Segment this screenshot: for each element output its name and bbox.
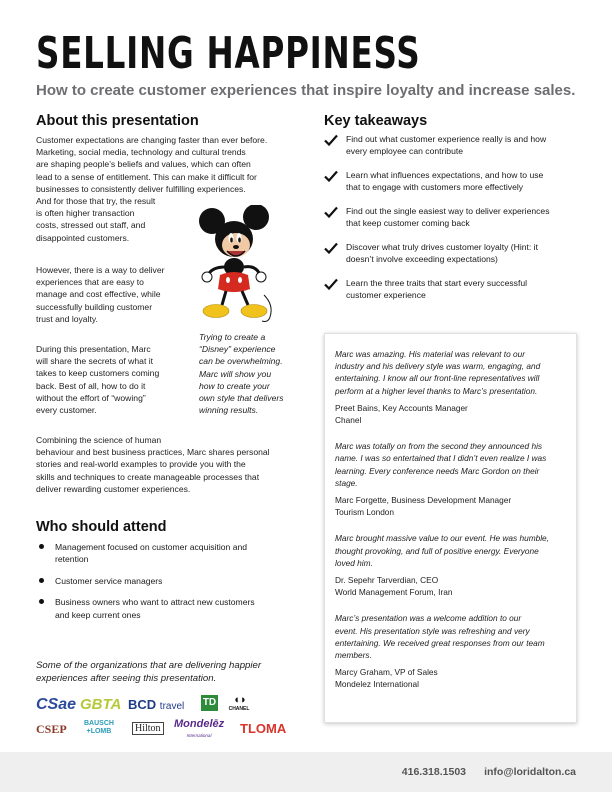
checkmark-icon <box>324 278 338 290</box>
testimonial-quote: Marc’s presentation was a welcome addition to our event. His presentation style was refreshing and very entertaining. We received great responses from our team members. <box>335 613 545 661</box>
testimonial-author: Dr. Sepehr Tarverdian, CEO World Management Forum, Iran <box>335 575 453 598</box>
about-paragraph-2: However, there is a way to deliver experiences that are easy to manage and cost effective, while successfully building customer trust and loyalty. <box>36 265 165 324</box>
who-should-attend-list <box>36 541 286 630</box>
logo-bcd: BCD travel <box>128 697 185 712</box>
bullet-icon <box>39 578 44 583</box>
testimonial-quote: Marc was amazing. His material was relevant to our industry and his delivery style was warm, engaging, and entertaining. I know all our front-line representatives will perform at a higher level thanks to Marc’s presentation. <box>335 349 541 396</box>
testimonial-author: Marcy Graham, VP of Sales Mondelez International <box>335 667 438 690</box>
logo-tloma: TLOMA <box>240 721 287 736</box>
logo-gbta: GBTA <box>80 696 122 713</box>
key-takeaways-heading: Key takeaways <box>324 113 428 129</box>
list-item: Learn what influences expectations, and how to use that to engage with customers more effectively <box>324 169 584 193</box>
client-logos <box>36 692 296 742</box>
testimonials-box <box>324 333 577 723</box>
checkmark-icon <box>324 170 338 182</box>
testimonial <box>335 532 565 598</box>
mickey-caption: Trying to create a “Disney” experience can be overwhelming. Marc will show you how to create your own style that delivers winning results. <box>199 332 284 416</box>
testimonial-quote: Marc brought massive value to our event. He was humble, thought provoking, and full of positive energy. Everyone loved him. <box>335 533 549 568</box>
checkmark-icon <box>324 242 338 254</box>
logo-chanel: ◐◑ CHANEL <box>226 694 252 712</box>
list-item: Learn the three traits that start every successful customer experience <box>324 277 584 301</box>
testimonial <box>335 440 565 518</box>
list-item: Customer service managers <box>36 575 286 587</box>
list-item: Management focused on customer acquisition and retention <box>36 541 286 566</box>
logo-bausch-lomb: BAUSCH +LOMB <box>84 720 114 735</box>
about-paragraph-4: Combining the science of human behaviour and best business practices, Marc shares personal stories and real-world examples to provide you with the skills and techniques to create manageable processes that deliver rewarding customer experiences. <box>36 435 270 494</box>
about-paragraph-1: Customer expectations are changing faster than ever before. Marketing, social media, technology and cultural trends are shaping people’s beliefs and values, which can often lead to a sense of entitlement. This can make it difficult for businesses to consistently deliver fulfilling experiences. And for those that try, the result is often higher transaction costs, stressed out staff, and disappointed customers. <box>36 135 268 243</box>
chanel-cc-icon: ◐◑ <box>234 694 244 706</box>
footer-email[interactable]: info@loridalton.ca <box>484 766 576 778</box>
mickey-illustration <box>198 205 284 325</box>
logo-csae: CSae <box>36 696 77 713</box>
testimonial-author: Preet Bains, Key Accounts Manager Chanel <box>335 402 468 426</box>
testimonial <box>335 612 565 690</box>
logo-td: TD <box>201 695 218 711</box>
testimonial <box>335 348 565 426</box>
logo-hilton: Hilton <box>132 722 164 735</box>
logo-mondelez: Mondelēz International <box>174 718 225 738</box>
about-paragraph-3: During this presentation, Marc will share the secrets of what it takes to keep customers coming back. Best of all, how to do it without the effort of “wowing” every customer. <box>36 344 160 416</box>
who-should-attend-heading: Who should attend <box>36 519 167 535</box>
testimonial-quote: Marc was totally on from the second they announced his name. I was so entertained that I didn’t even realize I was learning. Every conference needs Marc Gordon on their stage. <box>335 441 547 488</box>
page-subtitle: How to create customer experiences that inspire loyalty and increase sales. <box>36 82 576 99</box>
key-takeaways-list <box>324 133 584 313</box>
list-item: Find out what customer experience really is and how every employee can contribute <box>324 133 584 157</box>
list-item: Business owners who want to attract new customers and keep current ones <box>36 596 286 621</box>
testimonial-author: Marc Forgette, Business Development Manager Tourism London <box>335 495 512 518</box>
list-item: Discover what truly drives customer loyalty (Hint: it doesn’t involve exceeding expectations) <box>324 241 584 265</box>
footer <box>0 752 612 792</box>
bullet-icon <box>39 544 44 549</box>
bullet-icon <box>39 599 44 604</box>
logo-csep: CSEP <box>36 722 67 736</box>
footer-phone[interactable]: 416.318.1503 <box>401 766 466 778</box>
list-item: Find out the single easiest way to deliver experiences that keep customer coming back <box>324 205 584 229</box>
about-heading: About this presentation <box>36 113 199 129</box>
page-title: SELLING HAPPINESS <box>36 28 421 79</box>
checkmark-icon <box>324 134 338 146</box>
checkmark-icon <box>324 206 338 218</box>
organizations-intro: Some of the organizations that are delivering happier experiences after seeing this presentation. <box>36 660 262 684</box>
